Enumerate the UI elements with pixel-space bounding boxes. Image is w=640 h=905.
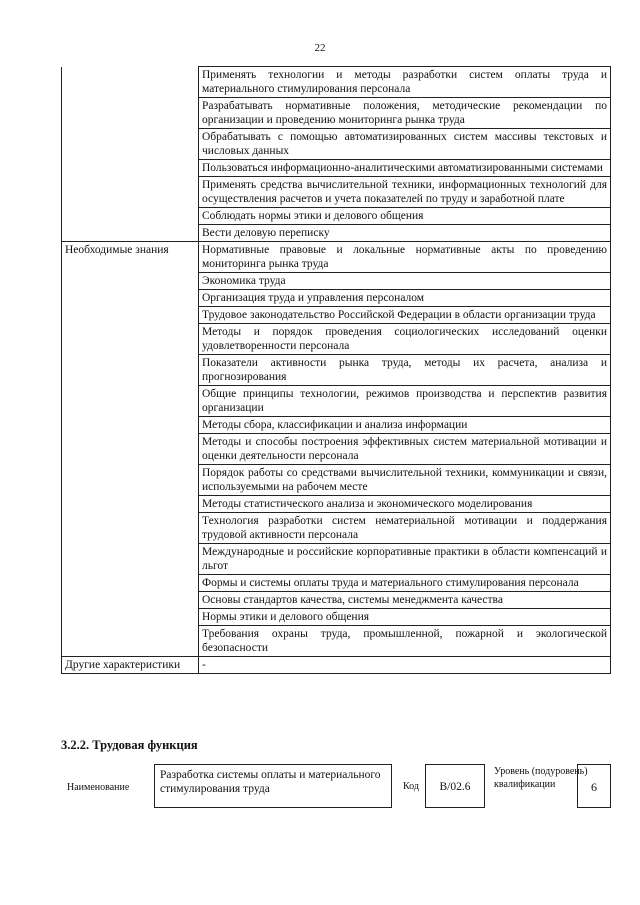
row-value: Экономика труда (199, 273, 611, 290)
row-value: Организация труда и управления персоналом (199, 290, 611, 307)
qualification-level-field: 6 (577, 764, 611, 808)
row-value: Общие принципы технологии, режимов производства и перспектив развития организации (199, 386, 611, 417)
knowledge-label: Необходимые знания (62, 242, 199, 657)
table-row (62, 657, 611, 674)
table-row (62, 242, 611, 273)
row-value: Трудовое законодательство Российской Федерации в области организации труда (199, 307, 611, 324)
function-name-field: Разработка системы оплаты и материального стимулирования труда (154, 764, 392, 808)
row-value: Вести деловую переписку (199, 225, 611, 242)
row-value: Методы сбора, классификации и анализа информации (199, 417, 611, 434)
row-value: Международные и российские корпоративные практики в области компенсаций и льгот (199, 544, 611, 575)
row-value: Применять средства вычислительной техники, информационных технологий для осуществления расчетов и учета показателей по труду и заработной плате (199, 177, 611, 208)
requirements-table (61, 66, 611, 674)
table-row (62, 67, 611, 98)
row-value: Технология разработки систем нематериальной мотивации и поддержания трудовой активности персонала (199, 513, 611, 544)
row-value: Соблюдать нормы этики и делового общения (199, 208, 611, 225)
row-value: Порядок работы со средствами вычислительной техники, коммуникации и связи, используемыми на рабочем месте (199, 465, 611, 496)
row-value: Нормы этики и делового общения (199, 609, 611, 626)
row-value: Показатели активности рынка труда, методы их расчета, анализа и прогнозирования (199, 355, 611, 386)
row-value: Нормативные правовые и локальные нормативные акты по проведению мониторинга рынка труда (199, 242, 611, 273)
code-label: Код (403, 781, 419, 792)
row-value: Обрабатывать с помощью автоматизированных систем массивы текстовых и числовых данных (199, 129, 611, 160)
row-value: Методы и способы построения эффективных систем материальной мотивации и оценки деятельности персонала (199, 434, 611, 465)
row-value: Применять технологии и методы разработки систем оплаты труда и материального стимулирования персонала (199, 67, 611, 98)
skills-label-cell (62, 67, 199, 242)
labor-function-row (61, 764, 611, 810)
other-label: Другие характеристики (62, 657, 199, 674)
page-number: 22 (314, 42, 326, 54)
row-value: Требования охраны труда, промышленной, пожарной и экологической безопасности (199, 626, 611, 657)
row-value: - (199, 657, 611, 674)
row-value: Пользоваться информационно-аналитическими автоматизированными системами (199, 160, 611, 177)
row-value: Разрабатывать нормативные положения, методические рекомендации по организации и проведению мониторинга рынка труда (199, 98, 611, 129)
row-value: Основы стандартов качества, системы менеджмента качества (199, 592, 611, 609)
name-label: Наименование (67, 782, 130, 793)
row-value: Методы статистического анализа и экономического моделирования (199, 496, 611, 513)
row-value: Методы и порядок проведения социологических исследований оценки удовлетворенности персонала (199, 324, 611, 355)
level-label: Уровень (подуровень) квалификации (494, 766, 588, 790)
section-heading: 3.2.2. Трудовая функция (61, 738, 198, 752)
row-value: Формы и системы оплаты труда и материального стимулирования персонала (199, 575, 611, 592)
function-code-field: B/02.6 (425, 764, 485, 808)
